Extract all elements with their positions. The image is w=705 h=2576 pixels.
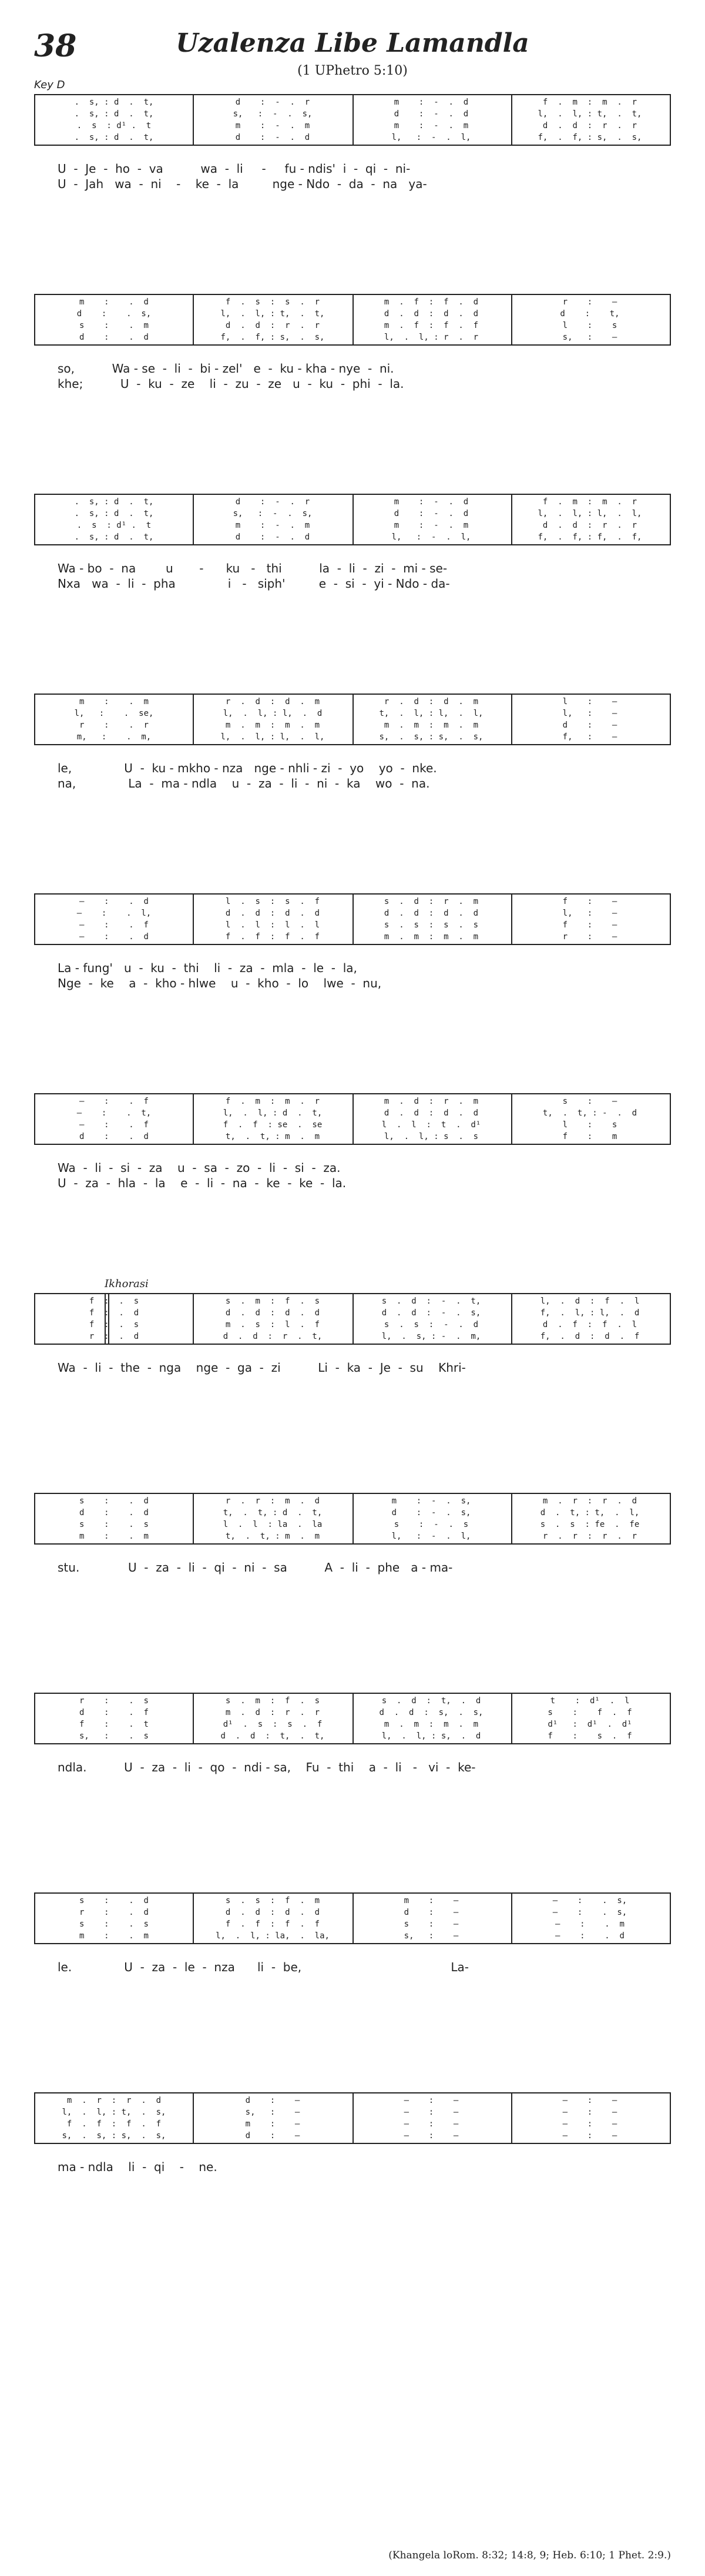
measure-notation: m . m : m . m <box>384 721 479 730</box>
measure-notation: — : . d <box>555 1931 625 1941</box>
lyric-line: ndla. U - za - li - qo - ndi - sa, Fu - thi a - li - vi - ke- <box>58 1760 476 1774</box>
measure-notation: — : — <box>562 2119 617 2129</box>
lyrics-block <box>34 361 671 391</box>
voice-part-line <box>35 532 670 544</box>
lyric-line: Wa - li - si - za u - sa - zo - li - si - za. <box>58 1161 341 1175</box>
measure-notation: d : - . d <box>394 109 469 119</box>
measure-notation: — : . s, <box>552 1896 627 1905</box>
measure-notation: l . l : t . d¹ <box>381 1120 481 1130</box>
measure-notation: r . d : d . m <box>384 697 479 706</box>
measure-notation: — : . s, <box>552 1908 627 1917</box>
voice-part-line <box>35 709 670 721</box>
measure-notation: m : — <box>404 1896 459 1905</box>
measure-notation: m : . d <box>79 297 149 307</box>
voice-part-line <box>35 1320 670 1332</box>
measure-notation: — : . f <box>79 1097 149 1106</box>
voice-part-line <box>35 1097 670 1108</box>
measure-notation: r . d : d . m <box>225 697 320 706</box>
measure-notation: s . d : - . t, <box>381 1297 481 1306</box>
measure-notation: . s, : d . t, <box>74 532 154 542</box>
measure-notation: — : — <box>562 2108 617 2117</box>
lyric-line: La - fung' u - ku - thi li - za - mla - le - la, <box>58 961 357 975</box>
measure-notation: f : . d <box>89 1308 139 1318</box>
measure-notation: d : . d <box>79 1132 149 1141</box>
measure-notation: d : - . d <box>394 509 469 518</box>
measure-notation: — : — <box>404 2108 459 2117</box>
voice-part-line <box>35 1297 670 1308</box>
lyric-line: Wa - li - the - nga nge - ga - zi Li - ka - Je - su Khri- <box>58 1361 466 1375</box>
measure-notation: l, . l, : s . s <box>384 1132 479 1141</box>
measure-notation: s : . m <box>79 321 149 330</box>
measure-notation: . s, : d . t, <box>74 509 154 518</box>
lyrics-block <box>34 561 671 591</box>
hymn-number: 38 <box>34 28 77 64</box>
voice-part-line <box>35 321 670 333</box>
voice-part-line <box>35 721 670 732</box>
measure-notation: m . f : f . d <box>384 297 479 307</box>
lyric-line: U - za - hla - la e - li - na - ke - ke - la. <box>58 1176 347 1190</box>
measure-notation: m . s : l . f <box>225 1320 320 1329</box>
measure-notation: — : — <box>562 2131 617 2140</box>
voice-part-line <box>35 497 670 509</box>
measure-notation: m : . m <box>79 1532 149 1541</box>
measure-notation: m . r : r . d <box>542 1496 637 1506</box>
voice-part-line <box>35 98 670 109</box>
measure-notation: s, : . s <box>79 1731 149 1741</box>
staff-box <box>34 494 671 545</box>
measure-notation: r : — <box>562 297 617 307</box>
staff-box <box>34 294 671 346</box>
measure-notation: l, . d : f . l <box>540 1297 640 1306</box>
measure-notation: f, . d : d . f <box>540 1332 640 1341</box>
lyric-line: khe; U - ku - ze li - zu - ze u - ku - phi - la. <box>58 377 404 391</box>
measure-notation: t, . t, : m . m <box>225 1532 320 1541</box>
measure-notation: m : — <box>245 2119 300 2129</box>
measure-notation: l : — <box>562 697 617 706</box>
measure-notation: f : — <box>562 920 617 930</box>
voice-part-line <box>35 1120 670 1132</box>
measure-notation: . s, : d . t, <box>74 109 154 119</box>
measure-notation: s, : — <box>404 1931 459 1941</box>
measure-notation: l : s <box>562 1120 617 1130</box>
voice-part-line <box>35 2131 670 2143</box>
voice-part-line <box>35 2108 670 2119</box>
measure-notation: f, . f, : s, . s, <box>220 333 325 342</box>
measure-notation: d : . f <box>79 1708 149 1717</box>
measure-notation: l, . l, : r . r <box>384 333 479 342</box>
voice-part-line <box>35 1696 670 1708</box>
measure-notation: . s, : d . t, <box>74 133 154 142</box>
measure-notation: d . d : d . d <box>384 1108 479 1118</box>
measure-notation: l, : — <box>562 709 617 718</box>
measure-notation: l, . l, : l, . l, <box>538 509 642 518</box>
measure-notation: d . f : f . l <box>542 1320 637 1329</box>
measure-notation: r : . r <box>79 721 149 730</box>
measure-notation: m . m : m . m <box>384 932 479 942</box>
measure-notation: — : — <box>562 2096 617 2105</box>
measure-notation: d . d : d . d <box>225 909 320 918</box>
voice-part-line <box>35 309 670 321</box>
voice-part-line <box>35 1931 670 1943</box>
measure-notation: . s : d¹ . t <box>76 121 152 130</box>
measure-notation: d : . s, <box>76 309 152 319</box>
voice-part-line <box>35 333 670 344</box>
voice-part-line <box>35 1132 670 1144</box>
measure-notation: f . f : f . f <box>66 2119 162 2129</box>
measure-notation: — : . d <box>79 932 149 942</box>
voice-part-line <box>35 1108 670 1120</box>
staff-box <box>34 893 671 945</box>
voice-part-line <box>35 697 670 709</box>
measure-notation: m . r : r . d <box>66 2096 162 2105</box>
measure-notation: d : — <box>245 2131 300 2140</box>
measure-notation: d : . d <box>79 1508 149 1518</box>
staff-box <box>34 1892 671 1944</box>
measure-notation: m : - . s, <box>391 1496 471 1506</box>
measure-notation: f, . f, : f, . f, <box>538 532 642 542</box>
measure-notation: f . f : se . se <box>223 1120 323 1130</box>
lyrics-block <box>34 1160 671 1190</box>
measure-notation: l, . l, : la, . la, <box>216 1931 330 1941</box>
measure-notation: f . m : m . r <box>542 497 637 507</box>
measure-notation: d . d : r . r <box>542 121 637 130</box>
voice-part-line <box>35 909 670 920</box>
measure-notation: t, . l, : l, . l, <box>379 709 484 718</box>
measure-notation: d . d : d . d <box>384 309 479 319</box>
lyric-line: Nxa wa - li - pha i - siph' e - si - yi - Ndo - da- <box>58 577 450 591</box>
lyrics-block <box>34 2159 671 2175</box>
measure-notation: d . t, : t, . l, <box>540 1508 640 1518</box>
measure-notation: l . s : s . f <box>225 897 320 906</box>
voice-part-line <box>35 1332 670 1344</box>
measure-notation: t, . t, : - . d <box>542 1108 637 1118</box>
voice-part-line <box>35 133 670 145</box>
measure-notation: f : . s <box>89 1320 139 1329</box>
measure-notation: m . f : f . f <box>384 321 479 330</box>
measure-notation: s : . s <box>79 1520 149 1529</box>
measure-notation: d : - . r <box>235 98 310 107</box>
measure-notation: . s : d¹ . t <box>76 521 152 530</box>
voice-part-line <box>35 297 670 309</box>
measure-notation: s, : - . s, <box>233 109 313 119</box>
measure-notation: l, . l, : s, . d <box>381 1731 481 1741</box>
measure-notation: s : — <box>404 1920 459 1929</box>
footer-scripture-refs: (Khangela loRom. 8:32; 14:8, 9; Heb. 6:10; 1 Phet. 2:9.) <box>388 2550 671 2561</box>
measure-notation: m . m : m . m <box>384 1720 479 1729</box>
measure-notation: s, : — <box>245 2108 300 2117</box>
voice-part-line <box>35 109 670 121</box>
measure-notation: m : - . d <box>394 497 469 507</box>
measure-notation: s . d : t, . d <box>381 1696 481 1706</box>
lyrics-block <box>34 1959 671 1975</box>
lyrics-block <box>34 960 671 990</box>
measure-notation: — : . d <box>79 897 149 906</box>
voice-part-line <box>35 932 670 944</box>
measure-notation: s : . d <box>79 1496 149 1506</box>
measure-notation: f . m : m . r <box>225 1097 320 1106</box>
measure-notation: f, : — <box>562 732 617 742</box>
measure-notation: — : . l, <box>76 909 152 918</box>
measure-notation: — : — <box>404 2131 459 2140</box>
measure-notation: d : - . d <box>235 133 310 142</box>
measure-notation: f : s . f <box>548 1731 632 1741</box>
lyric-line: na, La - ma - ndla u - za - li - ni - ka wo - na. <box>58 776 430 790</box>
scripture-reference: (1 UPhetro 5:10) <box>297 63 408 78</box>
measure-notation: s . s : s . s <box>384 920 479 930</box>
chorus-marker: Ikhorasi <box>105 1278 149 1290</box>
measure-notation: s, : — <box>562 333 617 342</box>
measure-notation: — : . f <box>79 920 149 930</box>
staff-box <box>34 94 671 146</box>
measure-notation: m : . m <box>79 697 149 706</box>
measure-notation: d : — <box>245 2096 300 2105</box>
measure-notation: s . s : - . d <box>384 1320 479 1329</box>
measure-notation: d : — <box>562 721 617 730</box>
measure-notation: l, : - . l, <box>391 532 471 542</box>
measure-notation: l, . l, : t, . t, <box>538 109 642 119</box>
measure-notation: r : — <box>562 932 617 942</box>
measure-notation: d . d : s, . s, <box>379 1708 484 1717</box>
measure-notation: d . d : r . t, <box>223 1332 323 1341</box>
measure-notation: t, . t, : d . t, <box>223 1508 323 1518</box>
lyrics-block <box>34 761 671 790</box>
measure-notation: m . m : m . m <box>225 721 320 730</box>
staff-box <box>34 2092 671 2144</box>
voice-part-line <box>35 732 670 744</box>
measure-notation: d¹ : d¹ . d¹ <box>548 1720 632 1729</box>
voice-part-line <box>35 897 670 909</box>
measure-notation: d : t, <box>560 309 620 319</box>
measure-notation: t : d¹ . l <box>550 1696 630 1706</box>
measure-notation: d . d : - . s, <box>381 1308 481 1318</box>
measure-notation: l, . l, : l, . d <box>223 709 323 718</box>
measure-notation: m : - . d <box>394 98 469 107</box>
measure-notation: — : . m <box>555 1920 625 1929</box>
measure-notation: m . d : r . r <box>225 1708 320 1717</box>
measure-notation: d¹ . s : s . f <box>223 1720 323 1729</box>
measure-notation: r : . d <box>79 1908 149 1917</box>
measure-notation: d : . d <box>79 333 149 342</box>
measure-notation: . s, : d . t, <box>74 497 154 507</box>
voice-part-line <box>35 1508 670 1520</box>
staff-box <box>34 694 671 745</box>
measure-notation: — : — <box>404 2119 459 2129</box>
measure-notation: s : . d <box>79 1896 149 1905</box>
lyric-line: U - Je - ho - va wa - li - fu - ndis' i - qi - ni- <box>58 162 411 176</box>
measure-notation: s : . s <box>79 1920 149 1929</box>
measure-notation: r : . s <box>79 1696 149 1706</box>
measure-notation: l, : — <box>562 909 617 918</box>
measure-notation: f . s : s . r <box>225 297 320 307</box>
measure-notation: l, . l, : t, . s, <box>62 2108 166 2117</box>
lyric-line: ma - ndla li - qi - ne. <box>58 2160 217 2174</box>
measure-notation: m, : . m, <box>76 732 152 742</box>
measure-notation: d . d : d . d <box>225 1308 320 1318</box>
measure-notation: f : . s <box>89 1297 139 1306</box>
voice-part-line <box>35 521 670 532</box>
measure-notation: d : - . s, <box>391 1508 471 1518</box>
measure-notation: — : . f <box>79 1120 149 1130</box>
measure-notation: s, . s, : s, . s, <box>379 732 484 742</box>
measure-notation: f : . t <box>79 1720 149 1729</box>
measure-notation: . s, : d . t, <box>74 98 154 107</box>
lyric-line: le. U - za - le - nza li - be, La- <box>58 1960 469 1974</box>
measure-notation: — : . t, <box>76 1108 152 1118</box>
measure-notation: m : - . m <box>394 521 469 530</box>
lyrics-block <box>34 1760 671 1775</box>
measure-notation: m : . m <box>79 1931 149 1941</box>
measure-notation: m . d : r . m <box>384 1097 479 1106</box>
voice-part-line <box>35 1496 670 1508</box>
measure-notation: s . s : fe . fe <box>540 1520 640 1529</box>
measure-notation: l, : - . l, <box>391 133 471 142</box>
voice-part-line <box>35 1708 670 1720</box>
measure-notation: l, . l, : d . t, <box>223 1108 323 1118</box>
measure-notation: s . m : f . s <box>225 1297 320 1306</box>
measure-notation: r : . d <box>89 1332 139 1341</box>
measure-notation: s . d : r . m <box>384 897 479 906</box>
lyric-line: Nge - ke a - kho - hlwe u - kho - lo lwe - nu, <box>58 976 382 990</box>
voice-part-line <box>35 1308 670 1320</box>
voice-part-line <box>35 1532 670 1543</box>
voice-part-line <box>35 1896 670 1908</box>
hymn-title: Uzalenza Libe Lamandla <box>176 28 529 58</box>
measure-notation: l, : . se, <box>74 709 154 718</box>
measure-notation: l . l : la . la <box>223 1520 323 1529</box>
lyric-line: le, U - ku - mkho - nza nge - nhli - zi - yo yo - nke. <box>58 761 437 775</box>
measure-notation: f : m <box>562 1132 617 1141</box>
voice-part-line <box>35 1920 670 1931</box>
measure-notation: d . d : r . r <box>542 521 637 530</box>
measure-notation: l . l : l . l <box>225 920 320 930</box>
measure-notation: m : - . m <box>235 521 310 530</box>
measure-notation: m : - . m <box>235 121 310 130</box>
measure-notation: r . r : r . r <box>542 1532 637 1541</box>
staff-box <box>34 1493 671 1545</box>
measure-notation: f . m : m . r <box>542 98 637 107</box>
voice-part-line <box>35 1520 670 1532</box>
lyric-line: so, Wa - se - li - bi - zel' e - ku - kha - nye - ni. <box>58 361 394 376</box>
measure-notation: m : - . m <box>394 121 469 130</box>
voice-part-line <box>35 1720 670 1731</box>
measure-notation: d . d : r . r <box>225 321 320 330</box>
measure-notation: t, . t, : m . m <box>225 1132 320 1141</box>
voice-part-line <box>35 1731 670 1743</box>
voice-part-line <box>35 509 670 521</box>
voice-part-line <box>35 121 670 133</box>
staff-box <box>34 1293 671 1345</box>
staff-box <box>34 1693 671 1744</box>
measure-notation: d . d : d . d <box>384 909 479 918</box>
lyric-line: Wa - bo - na u - ku - thi la - li - zi - mi - se- <box>58 561 448 575</box>
measure-notation: f : — <box>562 897 617 906</box>
measure-notation: f, . f, : s, . s, <box>538 133 642 142</box>
lyric-line: U - Jah wa - ni - ke - la nge - Ndo - da - na ya- <box>58 177 427 191</box>
measure-notation: — : — <box>404 2096 459 2105</box>
measure-notation: l, : - . l, <box>391 1532 471 1541</box>
measure-notation: s . m : f . s <box>225 1696 320 1706</box>
measure-notation: l : s <box>562 321 617 330</box>
measure-notation: d : - . r <box>235 497 310 507</box>
measure-notation: s : - . s <box>394 1520 469 1529</box>
voice-part-line <box>35 1908 670 1920</box>
voice-part-line <box>35 2119 670 2131</box>
measure-notation: d : — <box>404 1908 459 1917</box>
measure-notation: r . r : m . d <box>225 1496 320 1506</box>
key-signature: Key D <box>34 79 65 91</box>
measure-notation: f . f : f . f <box>225 1920 320 1929</box>
voice-part-line <box>35 2096 670 2108</box>
measure-notation: s : — <box>562 1097 617 1106</box>
measure-notation: f . f : f . f <box>225 932 320 942</box>
lyrics-block <box>34 1360 671 1375</box>
lyrics-block <box>34 161 671 191</box>
measure-notation: l, . l, : t, . t, <box>220 309 325 319</box>
measure-notation: s : f . f <box>548 1708 632 1717</box>
measure-notation: d : - . d <box>235 532 310 542</box>
measure-notation: d . d : t, . t, <box>220 1731 325 1741</box>
measure-notation: s . s : f . m <box>225 1896 320 1905</box>
lyrics-block <box>34 1560 671 1575</box>
measure-notation: f, . l, : l, . d <box>540 1308 640 1318</box>
measure-notation: l, . l, : l, . l, <box>220 732 325 742</box>
staff-box <box>34 1093 671 1145</box>
lyric-line: stu. U - za - li - qi - ni - sa A - li - phe a - ma- <box>58 1560 453 1575</box>
measure-notation: l, . s, : - . m, <box>381 1332 481 1341</box>
voice-part-line <box>35 920 670 932</box>
measure-notation: s, . s, : s, . s, <box>62 2131 166 2140</box>
measure-notation: s, : - . s, <box>233 509 313 518</box>
measure-notation: d . d : d . d <box>225 1908 320 1917</box>
